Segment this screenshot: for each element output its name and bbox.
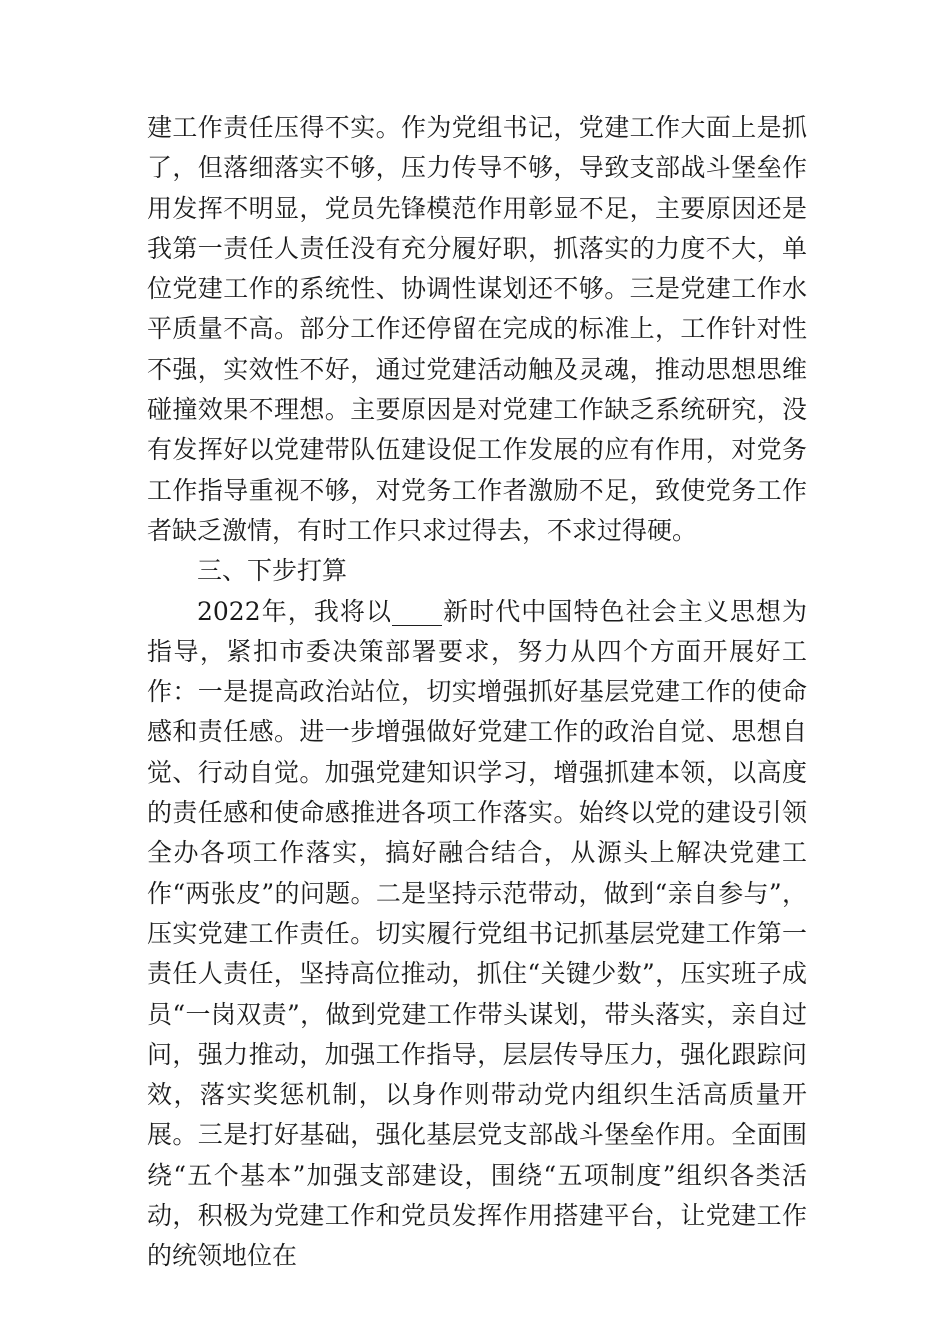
section-heading: 三、下步打算	[197, 556, 348, 586]
paragraph-plan: 2022年，我将以____新时代中国特色社会主义思想为指导，紧扣市委决策部署要求，努力从四个方面开展好工作：一是提高政治站位，切实增强抓好基层党建工作的使命感和责任感。进一步增强做好党建工作的政治自觉、思想自觉、行动自觉。加强党建知识学习，增强抓建本领，以高度的责任感和使命感推进各项工作落实。始终以党的建设引领全办各项工作落实，搞好融合结合，从源头上解决党建工作“两张皮”的问题。二是坚持示范带动，做到“亲自参与”，压实党建工作责任。切实履行党组书记抓基层党建工作第一责任人责任，坚持高位推动，抓住“关键少数”，压实班子成员“一岗双责”，做到党建工作带头谋划，带头落实，亲自过问，强力推动，加强工作指导，层层传导压力，强化跟踪问效，落实奖惩机制，以身作则带动党内组织生活高质量开展。三是打好基础，强化基层党支部战斗堡垒作用。全面围绕“五个基本”加强支部建设，围绕“五项制度”组织各类活动，积极为党建工作和党员发挥作用搭建平台，让党建工作的统领地位在	[147, 596, 807, 1271]
document-body	[147, 108, 807, 1277]
paragraph-continuation: 建工作责任压得不实。作为党组书记，党建工作大面上是抓了，但落细落实不够，压力传导不够，导致支部战斗堡垒作用发挥不明显，党员先锋模范作用彰显不足，主要原因还是我第一责任人责任没有充分履好职，抓落实的力度不大，单位党建工作的系统性、协调性谋划还不够。三是党建工作水平质量不高。部分工作还停留在完成的标准上，工作针对性不强，实效性不好，通过党建活动触及灵魂，推动思想思维碰撞效果不理想。主要原因是对党建工作缺乏系统研究，没有发挥好以党建带队伍建设促工作发展的应有作用，对党务工作指导重视不够，对党务工作者激励不足，致使党务工作者缺乏激情，有时工作只求过得去，不求过得硬。	[147, 113, 807, 545]
